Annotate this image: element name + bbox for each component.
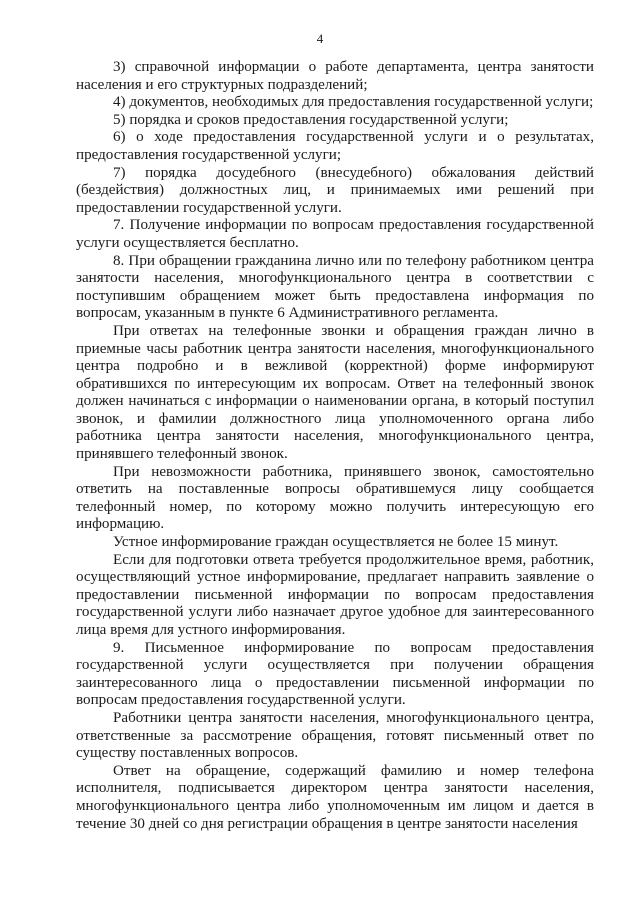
paragraph: 5) порядка и сроков предоставления государственной услуги; (113, 111, 509, 128)
paragraph: 6) о ходе предоставления государственной услуги и о результатах, предоставления государственной услуги; (76, 129, 594, 163)
paragraph: При невозможности работника, принявшего звонок, самостоятельно ответить на поставленные вопросы обратившемуся лицу сообщается телефонный номер, по которому можно получить интересующую его информацию. (76, 463, 594, 533)
paragraph: Устное информирование граждан осуществляется не более 15 минут. (113, 534, 559, 551)
paragraph: 7) порядка досудебного (внесудебного) обжалования действий (бездействия) должностных лиц, и принимаемых ими решений при предоставлении государственной услуги. (76, 164, 594, 216)
paragraph: 7. Получение информации по вопросам предоставления государственной услуги осуществляется бесплатно. (76, 217, 594, 251)
paragraph: Ответ на обращение, содержащий фамилию и номер телефона исполнителя, подписывается директором центра занятости населения, многофункционального центра либо уполномоченным им лицом и дается в течение 30 дней со дня регистрации обращения в центре занятости населения (76, 762, 594, 832)
paragraph: Если для подготовки ответа требуется продолжительное время, работник, осуществляющий устное информирование, предлагает направить заявление о предоставлении письменной информации по вопросам предоставления государственной услуги либо назначает другое удобное для заинтересованного лица время для устного информирования. (76, 551, 594, 638)
paragraph: При ответах на телефонные звонки и обращения граждан лично в приемные часы работник центра занятости населения, многофункционального центра подробно и в вежливой (корректной) форме информируют обратившихся по интересующим их вопросам. Ответ на телефонный звонок должен начинаться с информации о наименовании органа, в который поступил звонок, и фамилии должностного лица уполномоченного органа либо работника центра занятости населения, многофункционального центра, принявшего телефонный звонок. (76, 322, 594, 463)
page-number: 4 (316, 31, 324, 46)
document-body (76, 59, 594, 833)
paragraph: 9. Письменное информирование по вопросам предоставления государственной услуги осуществляется при получении обращения заинтересованного лица о предоставлении письменной информации по вопросам предоставления государственной услуги. (76, 639, 594, 709)
paragraph: 8. При обращении гражданина лично или по телефону работником центра занятости населения, многофункционального центра в соответствии с поступившим обращением может быть предоставлена информация по вопросам, указанным в пункте 6 Административного регламента. (76, 252, 594, 322)
paragraph: 3) справочной информации о работе департамента, центра занятости населения и его структурных подразделений; (76, 59, 594, 93)
paragraph: Работники центра занятости населения, многофункционального центра, ответственные за рассмотрение обращения, готовят письменный ответ по существу поставленных вопросов. (76, 709, 594, 762)
paragraph: 4) документов, необходимых для предоставления государственной услуги; (113, 94, 594, 111)
